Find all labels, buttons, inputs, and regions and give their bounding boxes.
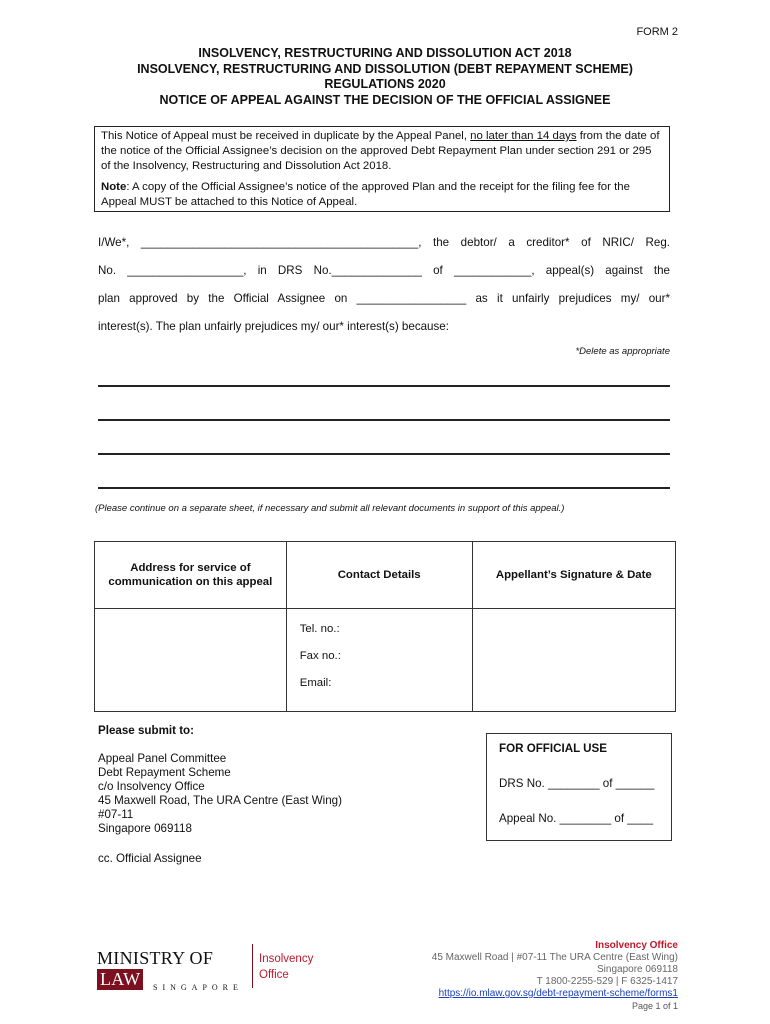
footer-address: 45 Maxwell Road | #07-11 The URA Centre (East Wing) — [431, 952, 678, 963]
notice-instructions-box — [94, 126, 670, 212]
regulations-year: REGULATIONS 2020 — [324, 77, 446, 91]
reason-line-4[interactable] — [98, 487, 670, 489]
document-titles — [95, 46, 675, 108]
reason-line-2[interactable] — [98, 419, 670, 421]
appellant-line-1[interactable]: I/We*, ___________________________________________, the debtor/ a creditor* of NRIC/ Reg. — [98, 236, 670, 249]
logo-divider — [252, 944, 253, 988]
footer-phone: T 1800-2255-529 | F 6325-1417 — [536, 976, 678, 987]
address-line: Debt Repayment Scheme — [98, 766, 231, 779]
email-label: Email: — [299, 677, 332, 689]
logo-dept-line-2: Office — [259, 969, 289, 981]
address-cell[interactable] — [95, 609, 287, 712]
cc-line: cc. Official Assignee — [98, 852, 202, 865]
submit-section — [98, 724, 342, 866]
logo-law-text: LAW — [97, 969, 143, 990]
footer-city: Singapore 069118 — [597, 964, 678, 975]
form-number: FORM 2 — [636, 26, 678, 38]
footer-url-link[interactable]: https://io.mlaw.gov.sg/debt-repayment-scheme/forms1 — [438, 988, 678, 999]
address-line: c/o Insolvency Office — [98, 780, 205, 793]
logo-ministry-text: MINISTRY OF — [97, 948, 214, 968]
logo-dept-line-1: Insolvency — [259, 953, 314, 965]
appeal-number-line: Appeal No. ________ of ____ — [499, 812, 654, 825]
notice-paragraph: This Notice of Appeal must be received in duplicate by the Appeal Panel, no later than 14 days from the date of the notice of the Official Assignee’s decision on the approved Debt Repayment Plan under section 291 or 295 of the Insolvency, Restructuring and Dissolution Act 2018. — [101, 130, 660, 172]
footer-office: Insolvency Office — [595, 940, 678, 951]
reason-line-3[interactable] — [98, 453, 670, 455]
notice-title: NOTICE OF APPEAL AGAINST THE DECISION OF THE OFFICIAL ASSIGNEE — [159, 92, 611, 107]
address-line: #07-11 — [98, 808, 134, 821]
fax-label: Fax no.: — [299, 650, 341, 662]
deadline-text: no later than 14 days — [470, 130, 577, 142]
tel-label: Tel. no.: — [299, 623, 340, 635]
regulations-title: INSOLVENCY, RESTRUCTURING AND DISSOLUTION (DEBT REPAYMENT SCHEME) — [137, 61, 633, 76]
submit-heading: Please submit to: — [98, 724, 194, 737]
address-line: Singapore 069118 — [98, 822, 192, 835]
ministry-of-law-logo — [95, 938, 317, 996]
note-paragraph: Note: A copy of the Official Assignee’s notice of the approved Plan and the receipt for the filing fee for the Appeal MUST be attached to this Notice of Appeal. — [101, 181, 630, 208]
continue-note: (Please continue on a separate sheet, if necessary and submit all relevant documents in support of this appeal.) — [95, 503, 565, 514]
signature-cell[interactable] — [472, 609, 675, 712]
act-title: INSOLVENCY, RESTRUCTURING AND DISSOLUTION ACT 2018 — [198, 46, 572, 60]
drs-number-line: DRS No. ________ of ______ — [499, 777, 655, 790]
signature-header: Appellant’s Signature & Date — [472, 542, 675, 609]
contact-header: Contact Details — [286, 542, 472, 609]
contact-details-cell[interactable] — [286, 609, 472, 712]
address-line: Appeal Panel Committee — [98, 752, 227, 765]
contact-table — [94, 541, 676, 712]
delete-note: *Delete as appropriate — [575, 346, 670, 357]
reason-line-1[interactable] — [98, 385, 670, 387]
footer — [432, 940, 678, 1012]
official-use-box — [486, 733, 672, 841]
address-line: 45 Maxwell Road, The URA Centre (East Wing) — [98, 794, 342, 807]
logo-singapore-text: SINGAPORE — [153, 983, 243, 992]
note-label: Note — [101, 181, 127, 193]
page-number: Page 1 of 1 — [631, 1001, 678, 1011]
appellant-line-2[interactable]: No. __________________, in DRS No.______________ of ____________, appeal(s) against the — [98, 264, 670, 277]
appellant-line-3[interactable]: plan approved by the Official Assignee on _________________ as it unfairly prejudices my/ our* — [98, 292, 670, 305]
address-header: Address for service of communication on this appeal — [95, 542, 287, 609]
appellant-line-4: interest(s). The plan unfairly prejudices my/ our* interest(s) because: — [98, 320, 449, 333]
official-use-heading: FOR OFFICIAL USE — [499, 742, 607, 755]
